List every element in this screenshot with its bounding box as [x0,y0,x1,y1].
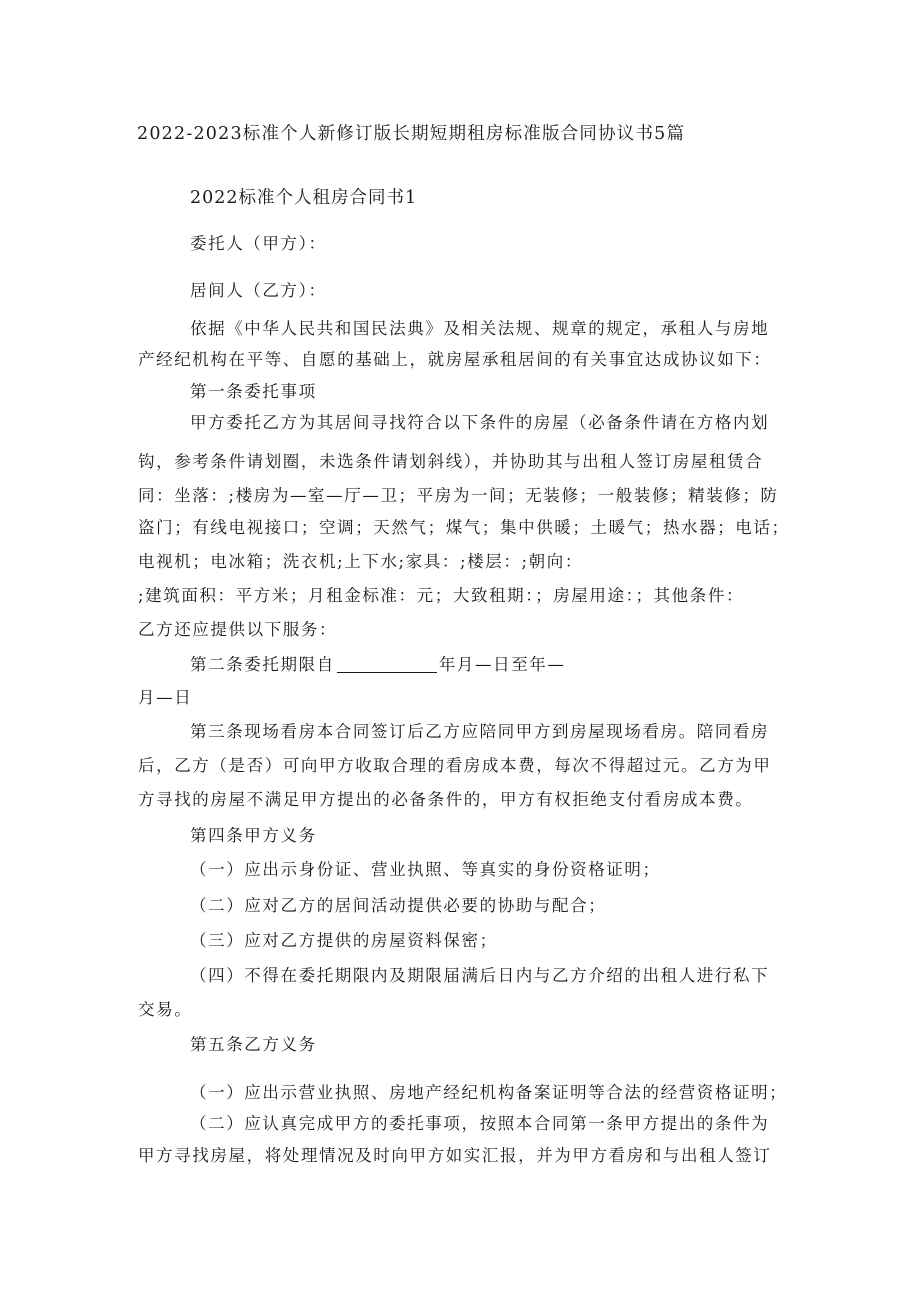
article-4-item-1: （一）应出示身份证、营业执照、等真实的身份资格证明； [190,860,661,879]
article-3-line-1: 第三条现场看房本合同签订后乙方应陪同甲方到房屋现场看房。陪同看房 [190,722,770,741]
article-1-line-7: 乙方还应提供以下服务： [138,620,338,639]
article-2-text-after: 年月—日至年— [438,655,566,674]
article-5-item-2-continued: 甲方寻找房屋，将处理情况及时向甲方如实汇报，并为甲方看房和与出租人签订 [138,1146,772,1165]
article-1-line-3: 同：坐落：;楼房为—室—厅—卫；平房为一间；无装修；一般装修；精装修；防 [138,486,779,505]
article-4-item-4: （四）不得在委托期限内及期限届满后日内与乙方介绍的出租人进行私下 [190,966,770,985]
article-3-line-2: 后，乙方（是否）可向甲方收取合理的看房成本费，每次不得超过元。乙方为甲 [138,756,772,775]
article-1-line-4: 盗门；有线电视接口；空调；天然气；煤气；集中供暖；土暖气；热水器；电话； [138,518,790,537]
article-4-item-2: （二）应对乙方的居间活动提供必要的协助与配合； [190,896,607,915]
article-1-line-1: 甲方委托乙方为其居间寻找符合以下条件的房屋（必备条件请在方格内划 [190,413,770,432]
article-3-line-3: 方寻找的房屋不满足甲方提出的必备条件的，甲方有权拒绝支付看房成本费。 [138,790,754,809]
article-1-line-2: 钩，参考条件请划圈，未选条件请划斜线），并协助其与出租人签订房屋租赁合 [138,452,764,471]
contract-subtitle: 2022标准个人租房合同书1 [190,188,418,208]
article-1-heading: 第一条委托事项 [190,382,317,401]
article-2-line-2: 月—日 [138,688,193,707]
article-1-line-6: ;建筑面积：平方米；月租金标准：元；大致租期：；房屋用途：；其他条件： [138,586,745,605]
article-5-item-1: （一）应出示营业执照、房地产经纪机构备案证明等合法的经营资格证明； [190,1083,788,1102]
party-a-line: 委托人（甲方）： [190,234,327,253]
article-1-line-5: 电视机；电冰箱；洗衣机;上下水;家具：;楼层：;朝向： [138,552,583,571]
article-4-item-3: （三）应对乙方提供的房屋资料保密； [190,931,498,950]
article-5-item-2: （二）应认真完成甲方的委托事项，按照本合同第一条甲方提出的条件为 [190,1114,770,1133]
blank-underline [337,656,437,673]
article-5-heading: 第五条乙方义务 [190,1035,317,1054]
document-title: 2022-2023标准个人新修订版长期短期租房标准版合同协议书5篇 [137,124,686,144]
article-2-line-1 [190,655,566,675]
intro-line-2: 产经纪机构在平等、自愿的基础上，就房屋承租居间的有关事宜达成协议如下： [138,350,772,369]
article-4-heading: 第四条甲方义务 [190,826,317,845]
party-b-line: 居间人（乙方）： [190,281,327,300]
article-4-item-4-continued: 交易。 [138,1000,193,1019]
intro-line-1: 依据《中华人民共和国民法典》及相关法规、规章的规定，承租人与房地 [190,319,770,338]
article-2-text-before: 第二条委托期限自 [190,655,335,674]
